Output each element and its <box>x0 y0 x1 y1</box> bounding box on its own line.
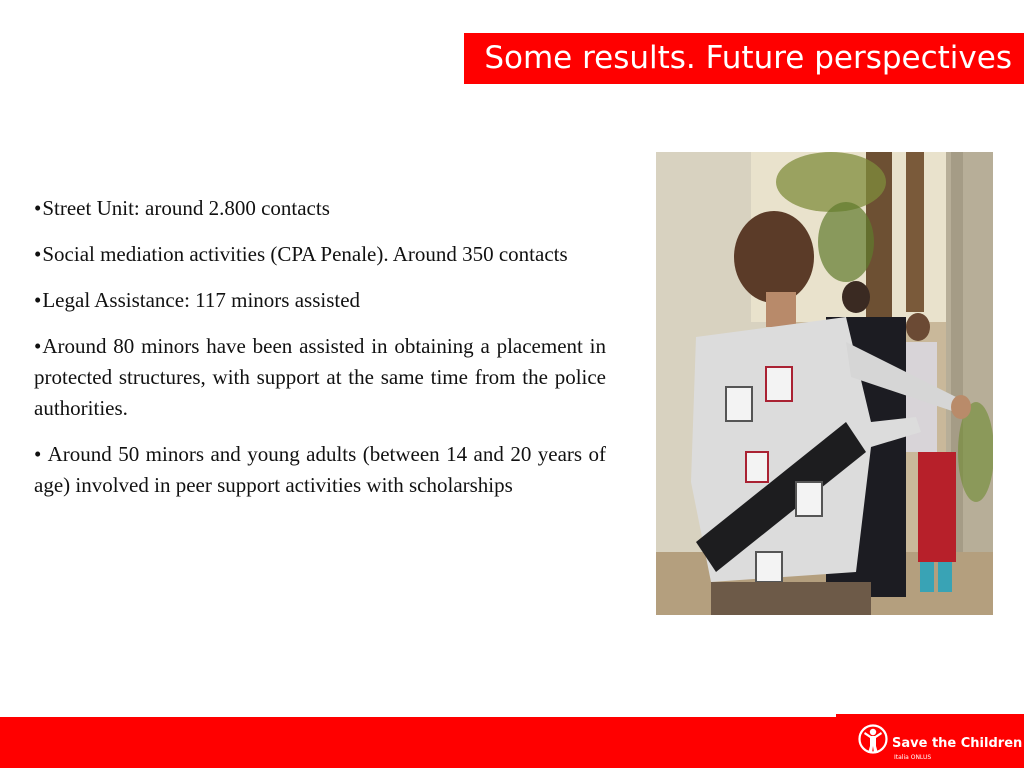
bullet-item <box>34 331 606 424</box>
child-emblem-icon <box>858 724 888 756</box>
photo-children-outdoors <box>656 152 993 615</box>
logo-text: Save the Children <box>892 736 1023 751</box>
bullet-item <box>34 439 606 501</box>
bullet-text: Around 80 minors have been assisted in obtaining a placement in protected structures, with support at the same time from the police authorities. <box>34 334 606 420</box>
bullet-dot: • <box>34 288 42 312</box>
bullet-item <box>34 193 606 224</box>
logo-subtext: Italia ONLUS <box>894 754 932 761</box>
bullet-item <box>34 239 606 270</box>
bullet-text: Street Unit: around 2.800 contacts <box>42 196 330 220</box>
bullet-dot: • <box>34 242 42 266</box>
bullet-list <box>34 193 606 516</box>
bullet-text: Social mediation activities (CPA Penale). Around 350 contacts <box>42 242 568 266</box>
photo-illustration <box>656 152 993 615</box>
bullet-dot: • <box>34 334 42 358</box>
bullet-dot: • <box>34 196 42 220</box>
bullet-text: Legal Assistance: 117 minors assisted <box>42 288 361 312</box>
bullet-dot: • <box>34 442 42 466</box>
slide-title: Some results. Future perspectives <box>464 33 1024 84</box>
bullet-text: Around 50 minors and young adults (between 14 and 20 years of age) involved in peer support activities with scholarships <box>34 442 606 497</box>
save-the-children-logo <box>858 724 1023 764</box>
bullet-item <box>34 285 606 316</box>
